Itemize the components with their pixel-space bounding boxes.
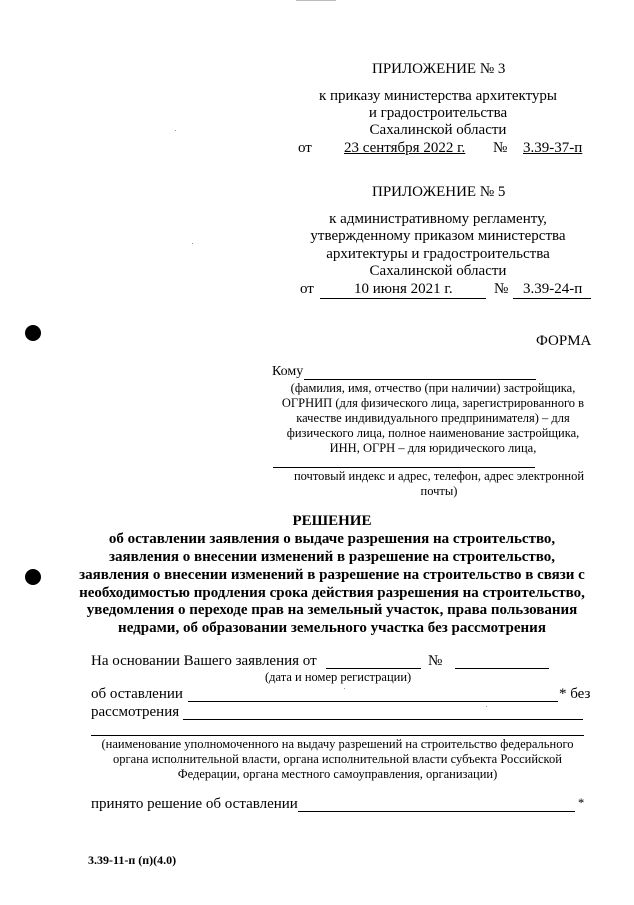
application-number-field[interactable] <box>455 668 549 669</box>
authority-hint: органа исполнительной власти, органа исполнительной власти субъекта Российской <box>113 752 562 766</box>
appendix-5-num-label: № <box>494 281 509 297</box>
decision-subtitle-line: заявления о внесении изменений в разрешение на строительство, <box>108 549 556 565</box>
decision-subtitle-line: недрами, об образовании земельного участка без рассмотрения <box>118 620 546 636</box>
appendix-5-line: архитектуры и градостроительства <box>326 246 550 262</box>
recipient-field[interactable] <box>304 379 536 380</box>
review-field[interactable] <box>183 719 583 720</box>
scan-speck <box>486 706 487 707</box>
decision-subtitle-line: уведомления о переходе прав на земельный участок, права пользования <box>86 602 578 618</box>
application-date-field[interactable] <box>326 668 421 669</box>
appendix-3-line: и градостроительства <box>368 105 508 121</box>
authority-field[interactable] <box>91 735 584 736</box>
authority-hint: (наименование уполномоченного на выдачу разрешений на строительство федерального <box>101 737 574 751</box>
date-number-hint: (дата и номер регистрации) <box>265 670 412 684</box>
appendix-5-title: ПРИЛОЖЕНИЕ № 5 <box>372 184 506 200</box>
decision-subtitle-line: заявления о внесении изменений в разрешение на строительство в связи с <box>79 567 585 583</box>
scan-speck <box>296 0 336 1</box>
decision-subtitle-line: необходимостью продления срока действия разрешения на строительство, <box>79 585 585 601</box>
application-num-label: № <box>428 653 443 669</box>
form-label: ФОРМА <box>536 333 592 349</box>
address-hint: почты) <box>420 484 458 498</box>
recipient-hint: физического лица, полное наименование застройщика, <box>286 426 580 440</box>
appendix-5-line: Сахалинской области <box>369 263 507 279</box>
without-label: * без <box>559 686 591 702</box>
leave-label: об оставлении <box>91 686 183 702</box>
appendix-3-number: 3.39-37-п <box>523 140 583 156</box>
appendix-3-date: 23 сентября 2022 г. <box>344 140 466 156</box>
appendix-3-title: ПРИЛОЖЕНИЕ № 3 <box>372 61 506 77</box>
appendix-5-number-underline <box>513 298 591 299</box>
leave-subject-field[interactable] <box>188 701 558 702</box>
address-hint: почтовый индекс и адрес, телефон, адрес электронной <box>293 469 585 483</box>
appendix-3-line: Сахалинской области <box>369 122 507 138</box>
decision-subtitle-line: об оставлении заявления о выдаче разрешения на строительство, <box>108 531 556 547</box>
basis-label: На основании Вашего заявления от <box>91 653 317 669</box>
appendix-3-from-label: от <box>298 140 312 156</box>
appendix-5-line: к административному регламенту, <box>329 211 547 227</box>
decision-field[interactable] <box>298 811 575 812</box>
appendix-5-date: 10 июня 2021 г. <box>354 281 453 297</box>
authority-hint: Федерации, органа местного самоуправления, организации) <box>177 767 498 781</box>
appendix-3-num-label: № <box>493 140 508 156</box>
scan-speck <box>344 688 345 689</box>
recipient-hint: качестве индивидуального предпринимателя) – для <box>296 411 570 425</box>
punch-hole-top <box>25 325 41 341</box>
appendix-5-from-label: от <box>300 281 314 297</box>
recipient-hint: ОГРНИП (для физического лица, зарегистрированного в <box>281 396 585 410</box>
appendix-5-number: 3.39-24-п <box>523 281 583 297</box>
recipient-hint: (фамилия, имя, отчество (при наличии) застройщика, <box>290 381 576 395</box>
appendix-5-date-underline <box>320 298 486 299</box>
decision-asterisk: * <box>578 796 585 810</box>
document-code: 3.39-11-п (п)(4.0) <box>88 853 177 867</box>
recipient-hint: ИНН, ОГРН – для юридического лица, <box>329 441 537 455</box>
decision-title: РЕШЕНИЕ <box>292 513 372 529</box>
decided-label: принято решение об оставлении <box>91 796 298 812</box>
scan-speck <box>192 243 193 244</box>
appendix-5-line: утвержденному приказом министерства <box>310 228 566 244</box>
to-label: Кому <box>272 364 304 379</box>
recipient-address-field[interactable] <box>273 467 535 468</box>
appendix-3-line: к приказу министерства архитектуры <box>318 88 558 104</box>
scan-speck <box>175 130 176 131</box>
review-label: рассмотрения <box>91 704 180 720</box>
